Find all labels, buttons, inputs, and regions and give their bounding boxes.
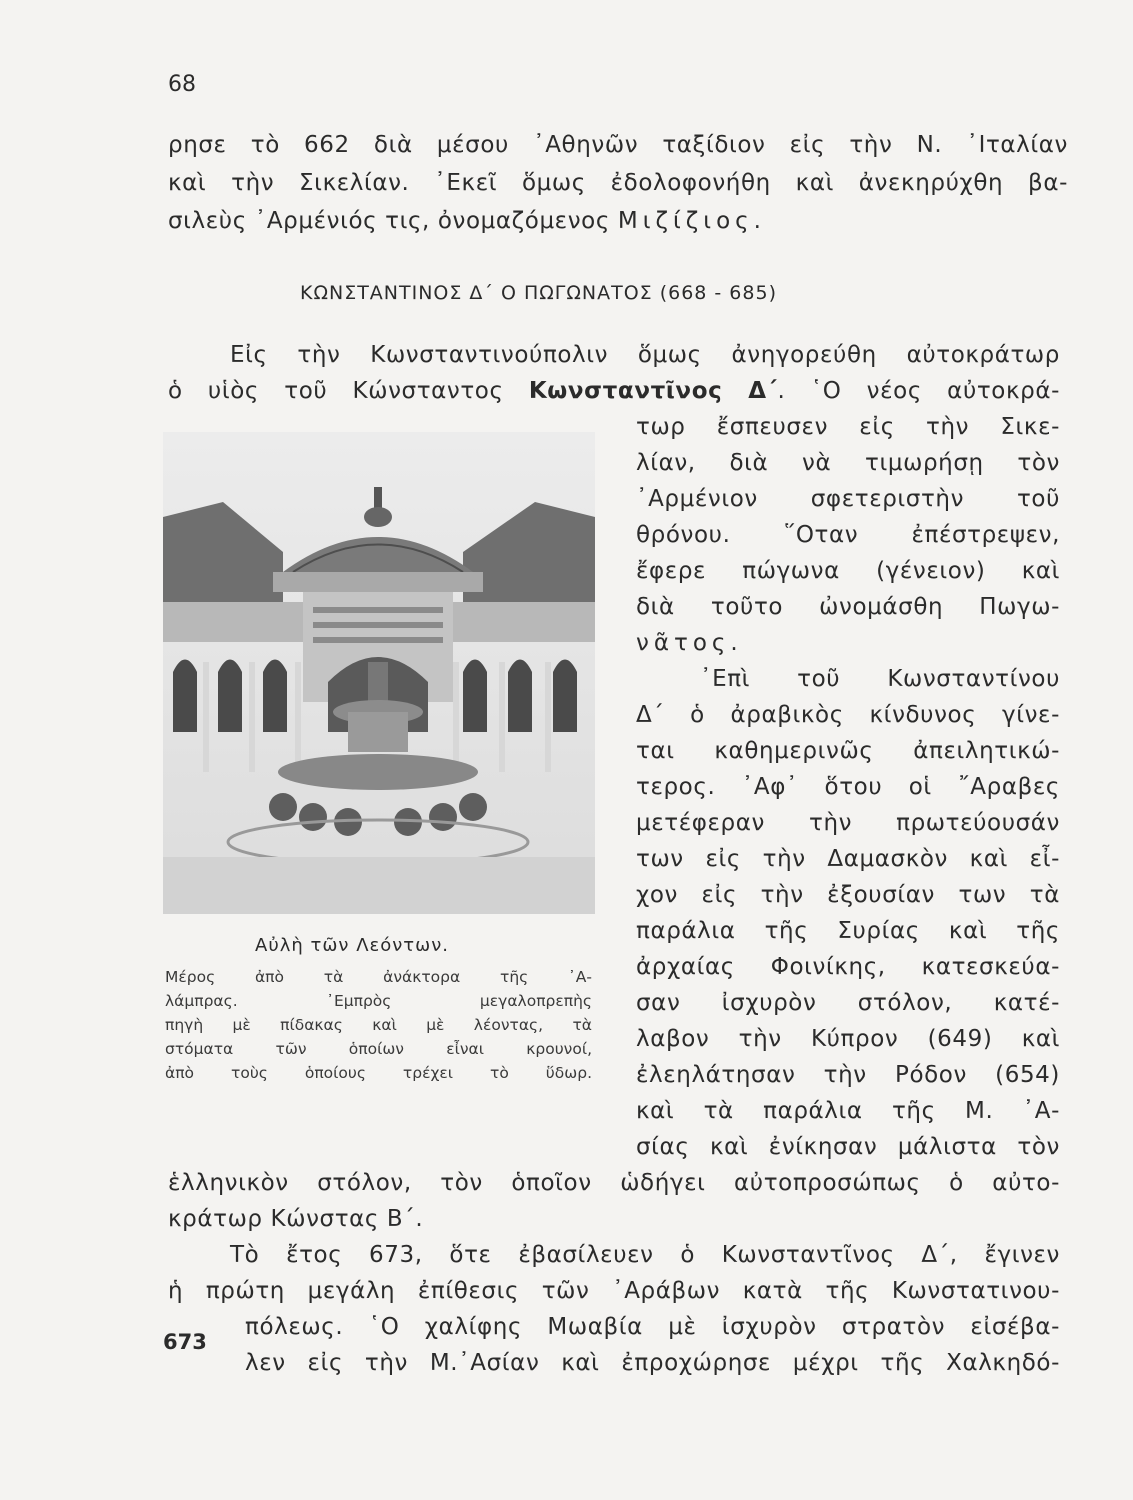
text-line: των εἰς τὴν Δαμασκὸν καὶ εἶ- (636, 846, 1060, 872)
text-line: θρόνου. ῞Οταν ἐπέστρεψεν, (636, 522, 1060, 548)
text-line: σαν ἰσχυρὸν στόλον, κατέ- (636, 990, 1060, 1016)
figure-caption-line: ἀπὸ τοὺς ὁποίους τρέχει τὸ ὕδωρ. (165, 1064, 592, 1082)
text-line: Τὸ ἔτος 673, ὅτε ἐβασίλευεν ὁ Κωνσταντῖνος Δ΄, ἔγινεν (230, 1242, 1060, 1268)
text-line: λεν εἰς τὴν Μ.᾿Ασίαν καὶ ἐπροχώρησε μέχρι τῆς Χαλκηδό- (245, 1350, 1060, 1376)
text-line: διὰ τοῦτο ὠνομάσθη Πωγω- (636, 594, 1060, 620)
emphasized-name: Μιζίζιος (617, 208, 754, 234)
text-line: ἔφερε πώγωνα (γένειον) καὶ (636, 558, 1060, 584)
court-of-lions-illustration (163, 432, 595, 914)
text-line: ἀρχαίας Φοινίκης, κατεσκεύα- (636, 954, 1060, 980)
text-line: πόλεως. ῾Ο χαλίφης Μωαβία μὲ ἰσχυρὸν στρατὸν εἰσέβα- (245, 1314, 1060, 1340)
figure-caption-line: λάμπρας. ᾿Εμπρὸς μεγαλοπρεπὴς (165, 992, 592, 1010)
text-line: Εἰς τὴν Κωνσταντινούπολιν ὅμως ἀνηγορεύθη αὐτοκράτωρ (230, 342, 1060, 368)
section-heading: ΚΩΝΣΤΑΝΤΙΝΟΣ Δ΄ Ο ΠΩΓΩΝΑΤΟΣ (668 - 685) (300, 282, 777, 304)
text-line: ᾿Επὶ τοῦ Κωνσταντίνου (700, 666, 1060, 692)
text-line: σίας καὶ ἐνίκησαν μάλιστα τὸν (636, 1134, 1060, 1160)
figure-caption-line: Μέρος ἀπὸ τὰ ἀνάκτορα τῆς ᾿Α- (165, 968, 592, 986)
text-fragment: σιλεὺς ᾿Αρμένιός τις, ὀνομαζόμενος (168, 208, 618, 234)
text-line: καὶ τὰ παράλια τῆς Μ. ᾿Α- (636, 1098, 1060, 1124)
text-line: τωρ ἔσπευσεν εἰς τὴν Σικε- (636, 414, 1060, 440)
text-line: κράτωρ Κώνστας Β΄. (168, 1206, 424, 1232)
text-fragment: . (753, 208, 762, 234)
text-line: Δ΄ ὁ ἀραβικὸς κίνδυνος γίνε- (636, 702, 1060, 728)
margin-year: 673 (163, 1330, 207, 1354)
figure-caption-title: Αὐλὴ τῶν Λεόντων. (255, 935, 449, 956)
text-line: παράλια τῆς Συρίας καὶ τῆς (636, 918, 1060, 944)
text-line: λίαν, διὰ νὰ τιμωρήσῃ τὸν (636, 450, 1060, 476)
text-fragment: . ῾Ο νέος αὐτοκρά- (777, 378, 1060, 404)
text-line: ται καθημερινῶς ἀπειλητικώ- (636, 738, 1060, 764)
text-line: νᾶτος. (636, 630, 743, 656)
text-line: ἡ πρώτη μεγάλη ἐπίθεσις τῶν ᾿Αράβων κατὰ τῆς Κωνστατινου- (168, 1278, 1060, 1304)
figure-caption-line: πηγὴ μὲ πίδακας καὶ μὲ λέοντας, τὰ (165, 1016, 592, 1034)
text-line: ρησε τὸ 662 διὰ μέσου ᾿Αθηνῶν ταξίδιον εἰς τὴν Ν. ᾿Ιταλίαν (168, 132, 1068, 158)
text-line: τερος. ᾿Αφ᾿ ὅτου οἱ ῎Αραβες (636, 774, 1060, 800)
text-line: μετέφεραν τὴν πρωτεύουσάν (636, 810, 1060, 836)
text-line: ἐλεηλάτησαν τὴν Ρόδον (654) (636, 1062, 1060, 1088)
text-line (168, 378, 1060, 404)
figure-caption-line: στόματα τῶν ὁποίων εἶναι κρουνοί, (165, 1040, 592, 1058)
figure-court-of-lions (163, 432, 595, 914)
text-line: χον εἰς τὴν ἐξουσίαν των τὰ (636, 882, 1060, 908)
text-line: ἑλληνικὸν στόλον, τὸν ὁποῖον ὡδήγει αὐτοπροσώπως ὁ αὐτο- (168, 1170, 1060, 1196)
text-line: ᾿Αρμένιον σφετεριστὴν τοῦ (636, 486, 1060, 512)
text-line (168, 208, 762, 234)
text-line: λαβον τὴν Κύπρον (649) καὶ (636, 1026, 1060, 1052)
page-number: 68 (168, 72, 196, 97)
bold-name: Κωνσταντῖνος Δ΄ (528, 378, 778, 404)
text-line: καὶ τὴν Σικελίαν. ᾿Εκεῖ ὅμως ἐδολοφονήθη καὶ ἀνεκηρύχθη βα- (168, 170, 1068, 196)
text-fragment: ὁ υἱὸς τοῦ Κώνσταντος (168, 378, 529, 404)
